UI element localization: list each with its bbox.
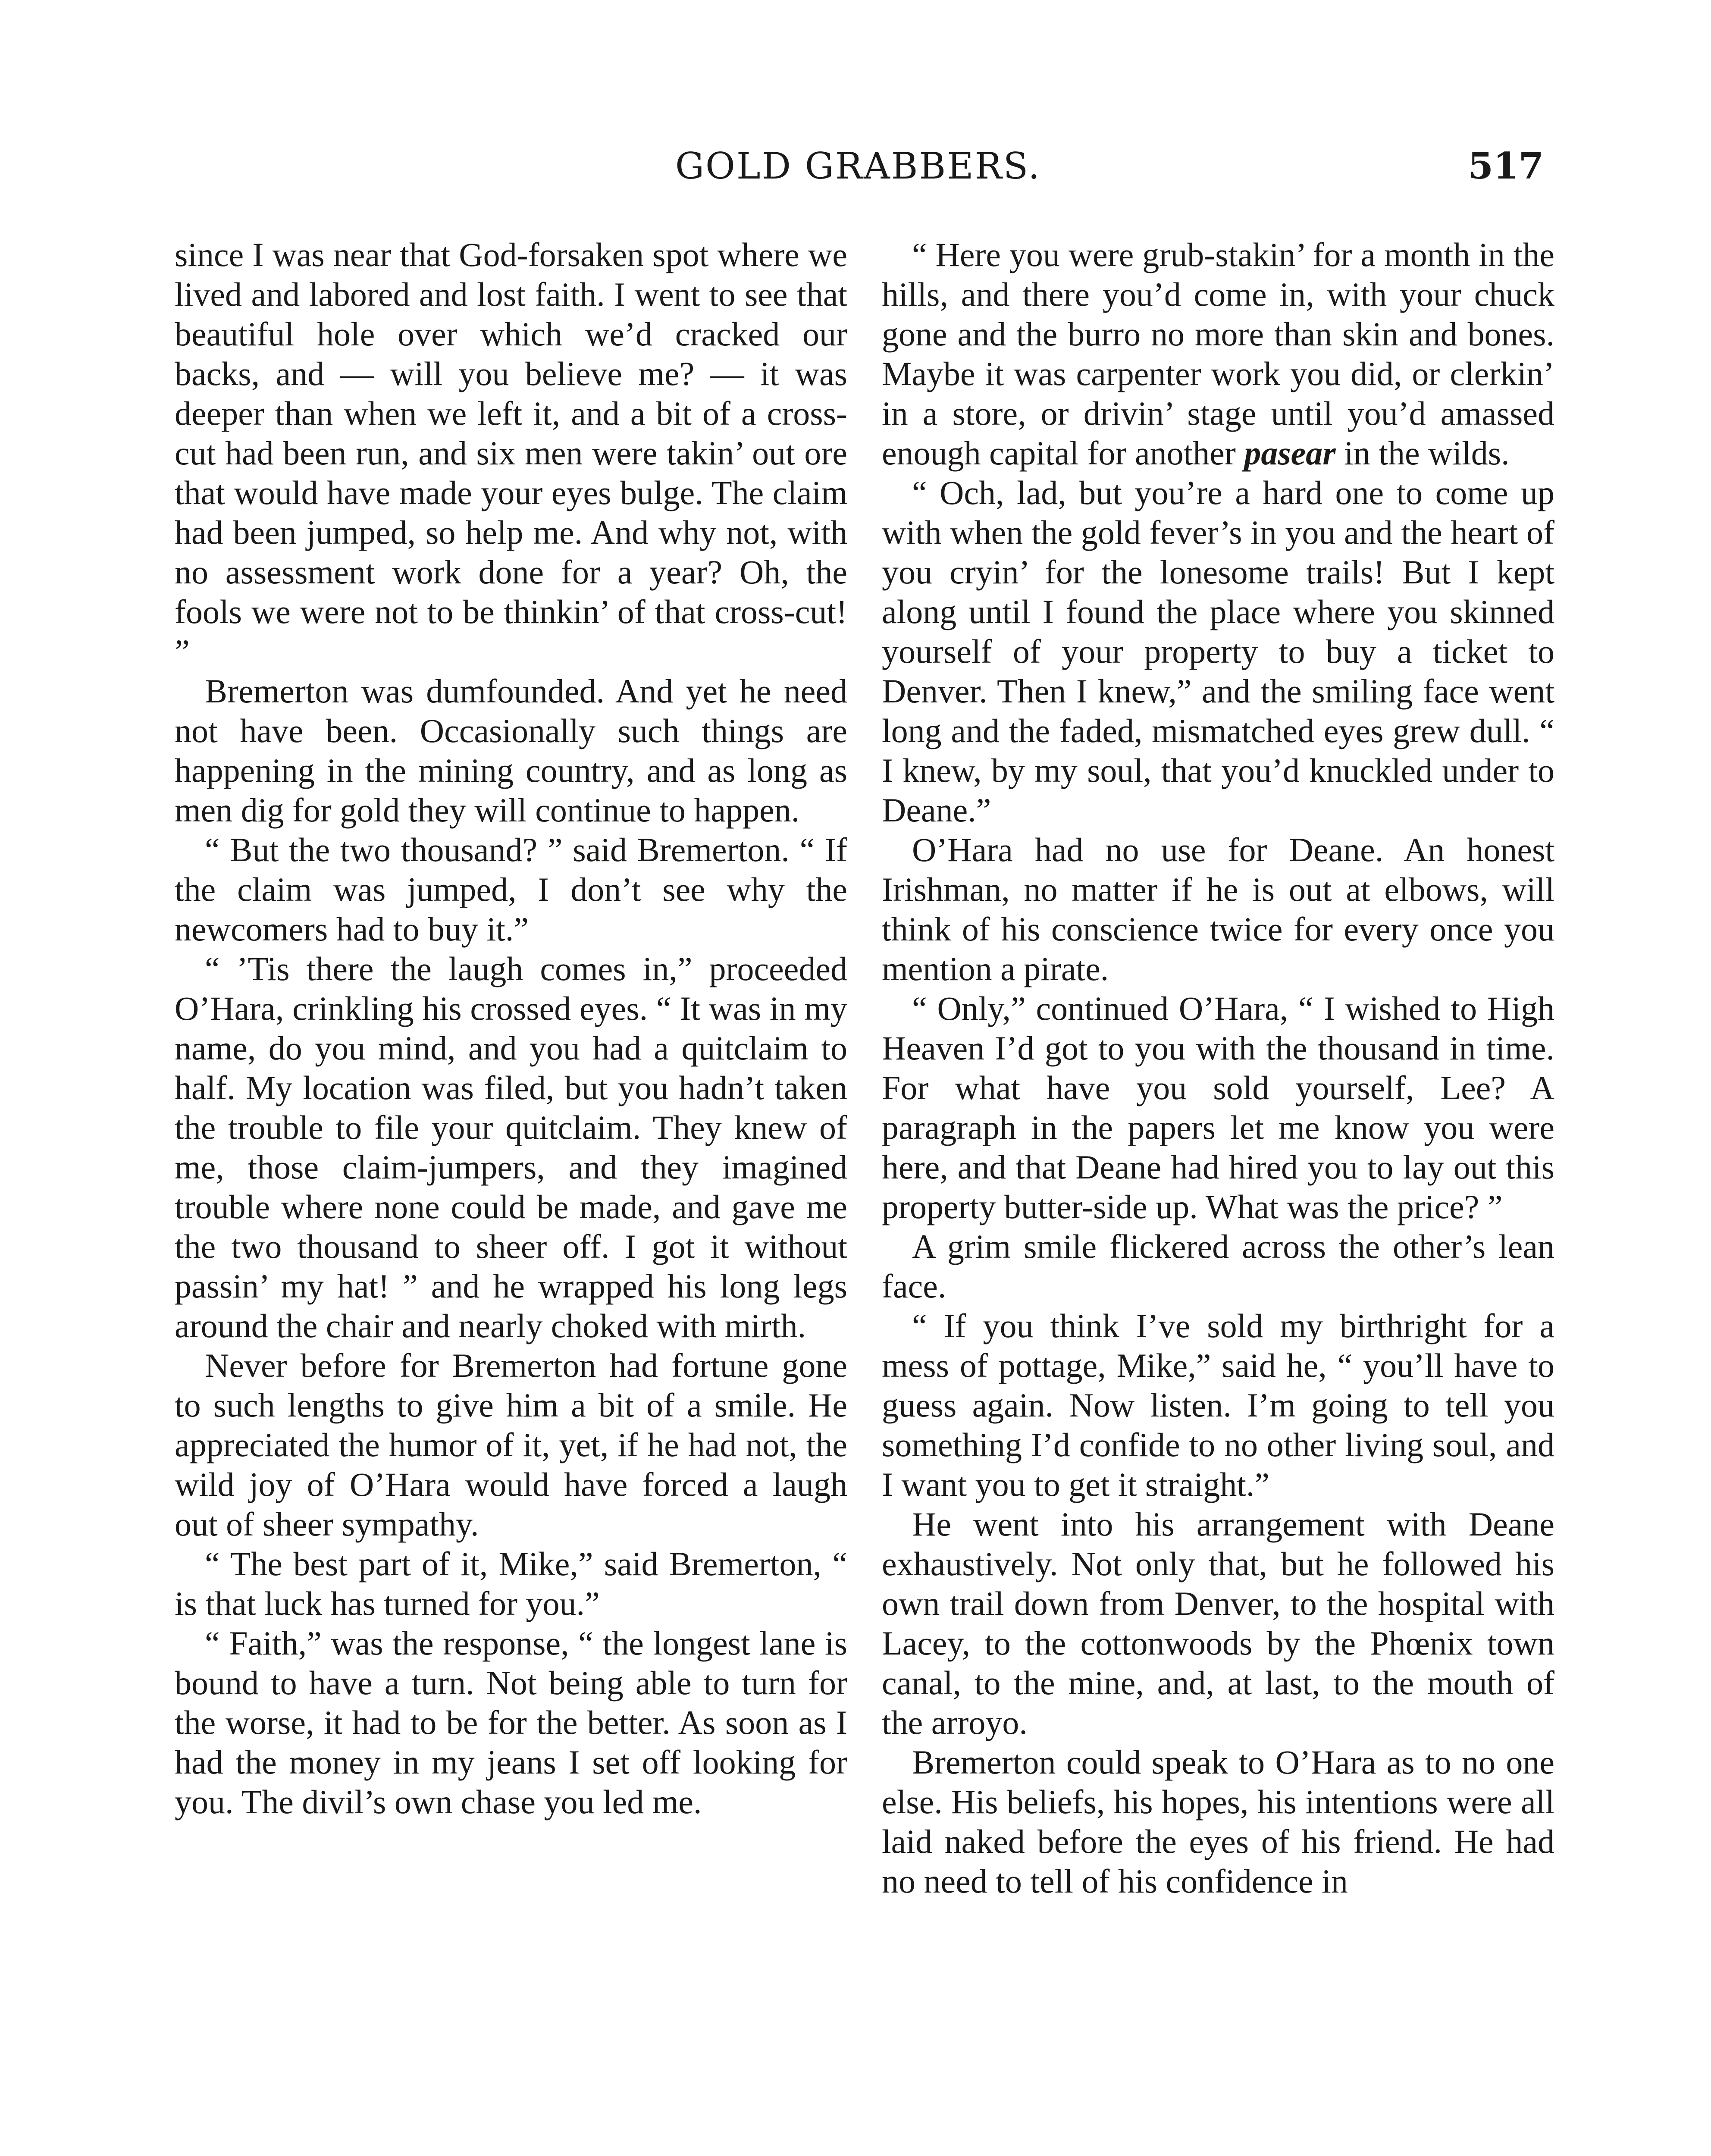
- paragraph: [175, 235, 847, 671]
- italic-word: pasear: [1244, 434, 1336, 472]
- paragraph: [882, 989, 1554, 1227]
- paragraph: [882, 1227, 1554, 1306]
- paragraph-text: O’Hara had no use for Deane. An honest Irishman, no matter if he is out at elbows, will think of his conscience twice for every once you mention a pirate.: [882, 831, 1554, 987]
- paragraph: [882, 235, 1554, 473]
- paragraph: [175, 949, 847, 1346]
- right-column: [882, 235, 1554, 2156]
- paragraph-text: “ Here you were grub-stakin’ for a month in the hills, and there you’d come in, with your chuck gone and the burro no more than skin and bones. Maybe it was carpenter work you did, or clerkin’ in a store, or drivin’ stage until you’d amassed enough capital for another: [882, 236, 1554, 472]
- running-title: GOLD GRABBERS.: [675, 145, 1041, 187]
- paragraph-text: “ If you think I’ve sold my birthright for a mess of pottage, Mike,” said he, “ you’ll have to guess again. Now listen. I’m going to tell you something I’d confide to no other living soul, and I want you to get it straight.”: [882, 1307, 1554, 1503]
- paragraph-text: Never before for Bremerton had fortune gone to such lengths to give him a bit of a smile. He appreciated the humor of it, yet, if he had not, the wild joy of O’Hara would have forced a laugh out of sheer sympathy.: [175, 1347, 847, 1543]
- paragraph: [882, 830, 1554, 989]
- paragraph: [882, 473, 1554, 830]
- paragraph-text: “ But the two thousand? ” said Bremerton. “ If the claim was jumped, I don’t see why the newcomers had to buy it.”: [175, 831, 847, 948]
- paragraph-text: Bremerton could speak to O’Hara as to no one else. His beliefs, his hopes, his intentions were all laid naked before the eyes of his friend. He had no need to tell of his confidence in: [882, 1743, 1554, 1900]
- paragraph: [882, 1742, 1554, 1901]
- page-header: [172, 142, 1544, 194]
- paragraph-text: A grim smile flickered across the other’s lean face.: [882, 1228, 1554, 1305]
- paragraph-text: “ Och, lad, but you’re a hard one to come up with when the gold fever’s in you and the heart of you cryin’ for the lonesome trails! But I kept along until I found the place where you skinned yourself of your property to buy a ticket to Denver. Then I knew,” and the smiling face went long and the faded, mismatched eyes grew dull. “ I knew, by my soul, that you’d knuckled under to Deane.”: [882, 474, 1554, 829]
- paragraph: [882, 1504, 1554, 1742]
- left-column: [175, 235, 847, 2156]
- paragraph: [175, 671, 847, 830]
- paragraph-text: “ The best part of it, Mike,” said Bremerton, “ is that luck has turned for you.”: [175, 1545, 847, 1622]
- paragraph: [175, 1623, 847, 1822]
- paragraph-text: since I was near that God-forsaken spot where we lived and labored and lost faith. I went to see that beautiful hole over which we’d cracked our backs, and — will you believe me? — it was deeper than when we left it, and a bit of a cross-cut had been run, and six men were takin’ out ore that would have made your eyes bulge. The claim had been jumped, so help me. And why not, with no assessment work done for a year? Oh, the fools we were not to be thinkin’ of that cross-cut! ”: [175, 236, 847, 670]
- paragraph-text: “ Only,” continued O’Hara, “ I wished to High Heaven I’d got to you with the thousand in time. For what have you sold yourself, Lee? A paragraph in the papers let me know you were here, and that Deane had hired you to lay out this property butter-side up. What was the price? ”: [882, 990, 1554, 1225]
- paragraph-text: He went into his arrangement with Deane exhaustively. Not only that, but he followed his own trail down from Denver, to the hospital with Lacey, to the cottonwoods by the Phœnix town canal, to the mine, and, at last, to the mouth of the arroyo.: [882, 1505, 1554, 1741]
- paragraph-text: Bremerton was dumfounded. And yet he need not have been. Occasionally such things are happening in the mining country, and as long as men dig for gold they will continue to happen.: [175, 672, 847, 829]
- paragraph-text-after: in the wilds.: [1335, 434, 1510, 472]
- paragraph: [175, 1544, 847, 1623]
- page-number: 517: [1468, 144, 1544, 187]
- paragraph-text: “ Faith,” was the response, “ the longest lane is bound to have a turn. Not being able to turn for the worse, it had to be for the better. As soon as I had the money in my jeans I set off looking for you. The divil’s own chase you led me.: [175, 1624, 847, 1821]
- paragraph: [175, 1346, 847, 1544]
- paragraph: [175, 830, 847, 949]
- paragraph-text: “ ’Tis there the laugh comes in,” proceeded O’Hara, crinkling his crossed eyes. “ It was in my name, do you mind, and you had a quitclaim to half. My location was filed, but you hadn’t taken the trouble to file your quitclaim. They knew of me, those claim-jumpers, and they imagined trouble where none could be made, and gave me the two thousand to sheer off. I got it without passin’ my hat! ” and he wrapped his long legs around the chair and nearly choked with mirth.: [175, 950, 847, 1344]
- paragraph: [882, 1306, 1554, 1504]
